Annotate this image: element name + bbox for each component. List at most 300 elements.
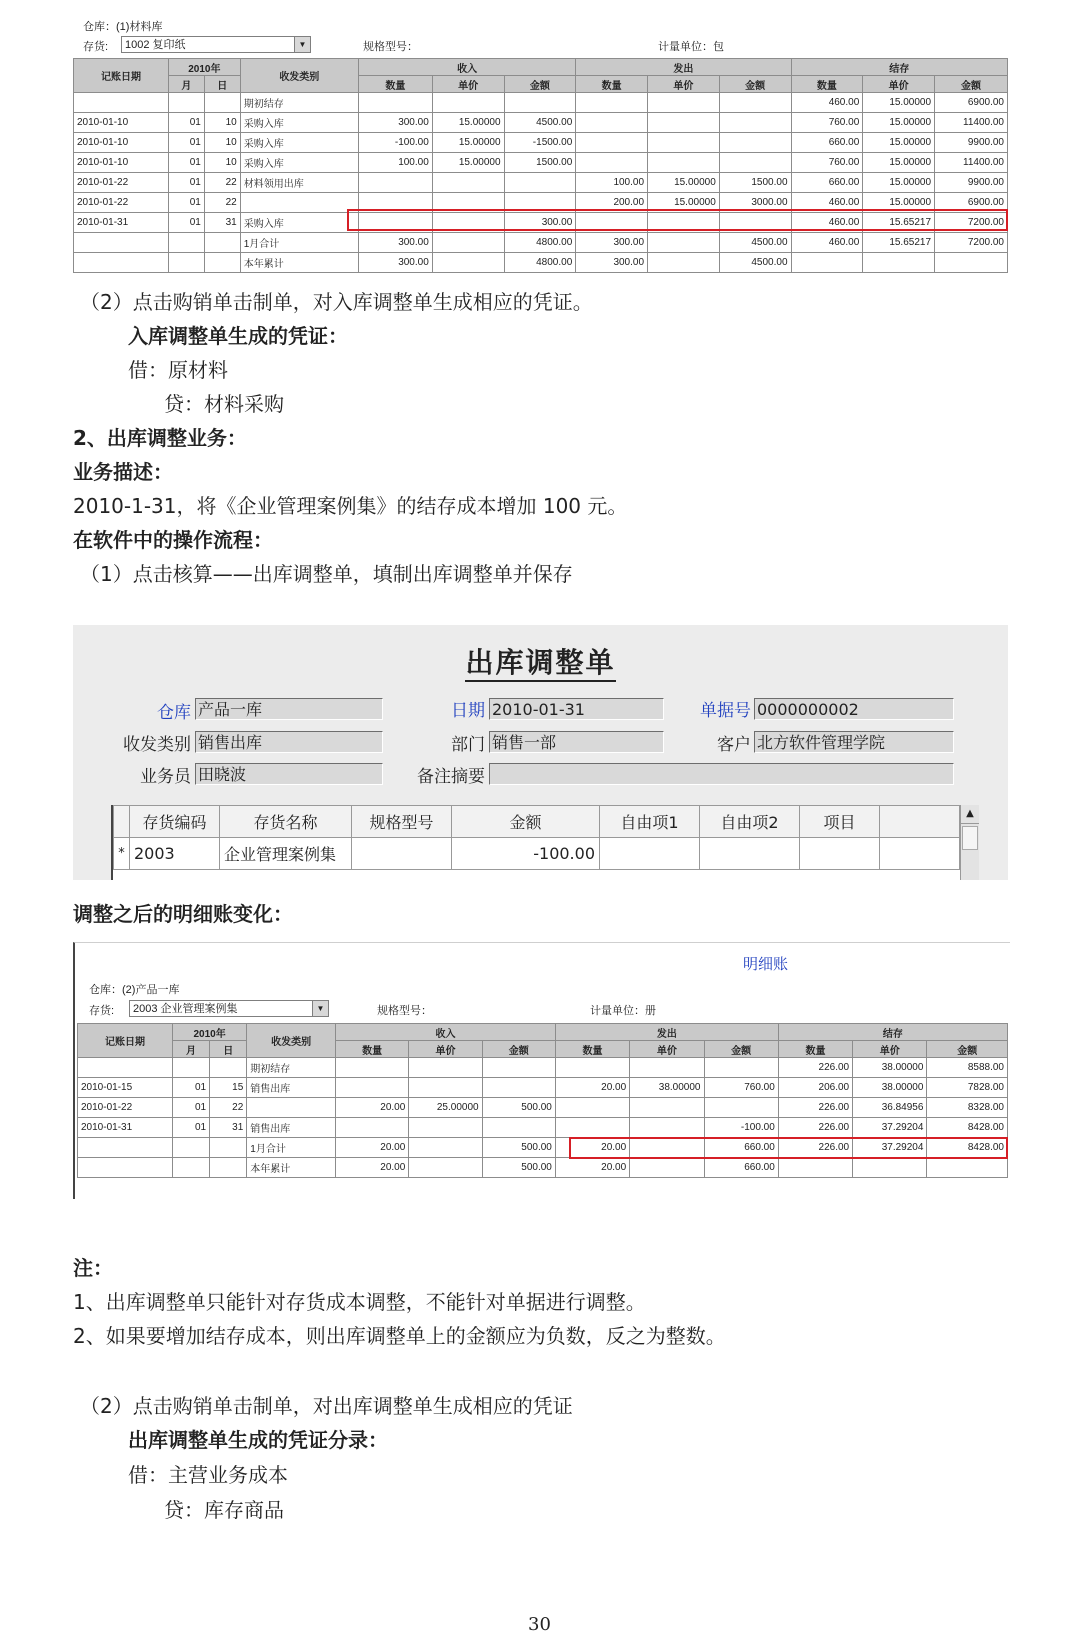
cell-in-q: 20.00 bbox=[336, 1098, 409, 1118]
grid-scrollbar[interactable] bbox=[960, 805, 979, 880]
col-price-header: 单价 bbox=[853, 1041, 927, 1058]
cell-b-p: 37.29204 bbox=[853, 1118, 927, 1138]
section-2-heading: 2、出库调整业务： bbox=[73, 426, 247, 450]
cell-b-q: 660.00 bbox=[791, 133, 863, 153]
unit-label: 计量单位： bbox=[590, 1005, 645, 1017]
chevron-down-icon[interactable]: ▼ bbox=[312, 1001, 328, 1016]
cell-date bbox=[74, 233, 169, 253]
cell-type: 期初结存 bbox=[247, 1058, 336, 1078]
col-month-header: 月 bbox=[168, 76, 204, 93]
voucher-out-credit: 贷：库存商品 bbox=[164, 1498, 284, 1522]
cell-type: 采购入库 bbox=[240, 153, 358, 173]
cell-out-p bbox=[648, 153, 720, 173]
cell-in-p bbox=[409, 1058, 482, 1078]
cell-b-q: 760.00 bbox=[791, 153, 863, 173]
cell-m bbox=[172, 1058, 209, 1078]
cell-d: 22 bbox=[204, 173, 240, 193]
cell-out-a bbox=[719, 153, 791, 173]
cell-out-q bbox=[555, 1098, 629, 1118]
cell-b-a bbox=[935, 253, 1008, 273]
col-type-header: 收发类别 bbox=[247, 1024, 336, 1058]
ledger-row[interactable] bbox=[74, 213, 1008, 233]
cell-b-p: 38.00000 bbox=[853, 1078, 927, 1098]
date-field[interactable]: 2010-01-31 bbox=[489, 698, 664, 720]
cell-out-q: 20.00 bbox=[555, 1078, 629, 1098]
memo-field[interactable] bbox=[489, 763, 954, 785]
dept-label: 部门 bbox=[451, 735, 485, 755]
warehouse-field[interactable]: 产品一库 bbox=[195, 698, 383, 720]
cell-in-p: 15.00000 bbox=[432, 153, 504, 173]
cell-out-a: 760.00 bbox=[704, 1078, 778, 1098]
cell-type bbox=[247, 1098, 336, 1118]
cell-b-a: 11400.00 bbox=[935, 153, 1008, 173]
col-in-header: 收入 bbox=[358, 59, 575, 76]
cell-b-a: 6900.00 bbox=[935, 193, 1008, 213]
cell-out-q bbox=[576, 93, 648, 113]
cell-out-a: 4500.00 bbox=[719, 253, 791, 273]
cell-out-p: 15.00000 bbox=[648, 173, 720, 193]
cell-in-a: 4500.00 bbox=[504, 113, 576, 133]
cell-m bbox=[172, 1138, 209, 1158]
col-qty-header: 数量 bbox=[336, 1041, 409, 1058]
cell-d bbox=[204, 93, 240, 113]
warehouse-label: 仓库： bbox=[83, 21, 116, 33]
cell-b-a: 11400.00 bbox=[935, 113, 1008, 133]
item-label: 存货: bbox=[89, 1005, 115, 1017]
cell-m: 01 bbox=[172, 1098, 209, 1118]
ledger-row[interactable] bbox=[74, 233, 1008, 253]
ledger-row[interactable] bbox=[78, 1158, 1008, 1178]
voucher-in-credit: 贷：材料采购 bbox=[164, 392, 284, 416]
cell-in-a bbox=[504, 193, 576, 213]
cell-b-q: 226.00 bbox=[778, 1098, 852, 1118]
cell-in-p: 25.00000 bbox=[409, 1098, 482, 1118]
voucher-in-debit: 借：原材料 bbox=[128, 358, 228, 382]
cell-in-a: -1500.00 bbox=[504, 133, 576, 153]
ledger1-warehouse bbox=[83, 18, 162, 34]
cell-in-q bbox=[336, 1118, 409, 1138]
memo-label: 备注摘要 bbox=[417, 767, 485, 787]
cell-out-p bbox=[630, 1058, 704, 1078]
cell-b-q: 226.00 bbox=[778, 1058, 852, 1078]
docno-field[interactable]: 0000000002 bbox=[754, 698, 954, 720]
cell-in-a bbox=[504, 173, 576, 193]
cell-in-a bbox=[482, 1058, 555, 1078]
cell-date bbox=[78, 1138, 173, 1158]
cell-in-a: 1500.00 bbox=[504, 153, 576, 173]
item-select[interactable] bbox=[121, 36, 311, 53]
ledger-row[interactable] bbox=[78, 1058, 1008, 1078]
cell-m: 01 bbox=[168, 113, 204, 133]
col-amount-header: 金额 bbox=[719, 76, 791, 93]
outbound-adjust-form bbox=[73, 625, 1008, 880]
cell-out-q: 300.00 bbox=[576, 233, 648, 253]
ledger1-unit bbox=[658, 38, 724, 54]
col-price-header: 单价 bbox=[648, 76, 720, 93]
col-qty-header: 数量 bbox=[358, 76, 432, 93]
ledger2-unit bbox=[590, 1002, 656, 1018]
col-type-header: 收发类别 bbox=[240, 59, 358, 93]
cell-out-a: -100.00 bbox=[704, 1118, 778, 1138]
cell-b-q: 226.00 bbox=[778, 1118, 852, 1138]
cell-date: 2010-01-10 bbox=[74, 133, 169, 153]
grid-header-code[interactable]: 存货编码 bbox=[130, 806, 220, 838]
clerk-field[interactable]: 田晓波 bbox=[195, 763, 383, 785]
cell-out-a bbox=[719, 213, 791, 233]
cell-in-q: 100.00 bbox=[358, 153, 432, 173]
cell-b-q bbox=[778, 1158, 852, 1178]
col-day-header: 日 bbox=[204, 76, 240, 93]
cell-out-q bbox=[555, 1118, 629, 1138]
cell-amount[interactable]: -100.00 bbox=[452, 838, 600, 870]
ledger2-warehouse bbox=[89, 981, 179, 997]
cell-out-a: 3000.00 bbox=[719, 193, 791, 213]
cell-type: 采购入库 bbox=[240, 133, 358, 153]
col-out-header: 发出 bbox=[576, 59, 791, 76]
cell-type: 本年累计 bbox=[240, 253, 358, 273]
ledger-row[interactable] bbox=[74, 193, 1008, 213]
cell-in-p bbox=[432, 193, 504, 213]
col-amount-header: 金额 bbox=[704, 1041, 778, 1058]
ledger2-title: 明细账 bbox=[743, 956, 789, 973]
cell-in-q: 300.00 bbox=[358, 253, 432, 273]
ledger1-table bbox=[73, 58, 1008, 273]
item-select-value: 1002 复印纸 bbox=[125, 39, 186, 51]
item-grid bbox=[111, 805, 979, 880]
cell-out-p bbox=[630, 1098, 704, 1118]
cell-in-p bbox=[432, 173, 504, 193]
cell-b-a: 9900.00 bbox=[935, 173, 1008, 193]
cell-date bbox=[74, 253, 169, 273]
cell-out-q bbox=[576, 133, 648, 153]
grid-header-name[interactable]: 存货名称 bbox=[220, 806, 352, 838]
cell-out-a: 4500.00 bbox=[719, 233, 791, 253]
cell-b-p bbox=[863, 253, 935, 273]
cell-in-p bbox=[409, 1118, 482, 1138]
cell-b-q: 460.00 bbox=[791, 93, 863, 113]
cell-type: 本年累计 bbox=[247, 1158, 336, 1178]
cell-code[interactable]: 2003 bbox=[130, 838, 220, 870]
cell-out-q: 100.00 bbox=[576, 173, 648, 193]
cell-b-p: 15.00000 bbox=[863, 93, 935, 113]
cell-b-a: 7200.00 bbox=[935, 233, 1008, 253]
cell-date: 2010-01-22 bbox=[78, 1098, 173, 1118]
cell-b-q: 660.00 bbox=[791, 173, 863, 193]
cell-in-a: 4800.00 bbox=[504, 253, 576, 273]
col-amount-header: 金额 bbox=[935, 76, 1008, 93]
cell-b-a: 8588.00 bbox=[927, 1058, 1008, 1078]
col-day-header: 日 bbox=[210, 1041, 247, 1058]
clerk-label: 业务员 bbox=[140, 767, 191, 787]
cell-in-a: 500.00 bbox=[482, 1158, 555, 1178]
cell-project[interactable] bbox=[800, 838, 880, 870]
cell-in-q: 20.00 bbox=[336, 1158, 409, 1178]
cell-b-a: 7200.00 bbox=[935, 213, 1008, 233]
cell-d: 10 bbox=[204, 133, 240, 153]
cell-out-q bbox=[555, 1058, 629, 1078]
note-title: 注： bbox=[73, 1256, 113, 1280]
col-amount-header: 金额 bbox=[927, 1041, 1008, 1058]
col-in-header: 收入 bbox=[336, 1024, 556, 1041]
cell-in-q bbox=[336, 1058, 409, 1078]
cell-date: 2010-01-31 bbox=[78, 1118, 173, 1138]
type-field[interactable]: 销售出库 bbox=[195, 731, 383, 753]
cell-out-p bbox=[648, 213, 720, 233]
col-price-header: 单价 bbox=[432, 76, 504, 93]
ledger-row[interactable] bbox=[78, 1118, 1008, 1138]
ledger-row[interactable] bbox=[78, 1138, 1008, 1158]
page-number: 30 bbox=[528, 1614, 551, 1635]
cell-in-q bbox=[358, 173, 432, 193]
warehouse-value: (2)产品一库 bbox=[122, 984, 180, 996]
cell-b-q: 206.00 bbox=[778, 1078, 852, 1098]
col-balance-header: 结存 bbox=[791, 59, 1007, 76]
cell-d bbox=[204, 233, 240, 253]
cell-out-q: 20.00 bbox=[555, 1138, 629, 1158]
cell-date: 2010-01-22 bbox=[74, 173, 169, 193]
col-balance-header: 结存 bbox=[778, 1024, 1007, 1041]
cell-type: 期初结存 bbox=[240, 93, 358, 113]
cell-out-p: 15.00000 bbox=[648, 193, 720, 213]
cell-b-q: 226.00 bbox=[778, 1138, 852, 1158]
cell-in-a bbox=[504, 93, 576, 113]
col-qty-header: 数量 bbox=[791, 76, 863, 93]
cell-b-q: 460.00 bbox=[791, 193, 863, 213]
cell-b-a: 6900.00 bbox=[935, 93, 1008, 113]
ledger-product-screenshot bbox=[73, 942, 1010, 1199]
cell-out-a bbox=[719, 113, 791, 133]
cell-in-a bbox=[482, 1078, 555, 1098]
col-price-header: 单价 bbox=[409, 1041, 482, 1058]
cell-m: 01 bbox=[168, 173, 204, 193]
step-2-voucher-in: （2）点击购销单击制单，对入库调整单生成相应的凭证。 bbox=[80, 290, 593, 314]
cell-out-p: 38.00000 bbox=[630, 1078, 704, 1098]
cell-in-a: 500.00 bbox=[482, 1138, 555, 1158]
warehouse-label: 仓库 bbox=[157, 703, 191, 723]
cell-date: 2010-01-22 bbox=[74, 193, 169, 213]
cell-in-p bbox=[432, 93, 504, 113]
ledger-row[interactable] bbox=[78, 1078, 1008, 1098]
cell-out-q: 200.00 bbox=[576, 193, 648, 213]
cell-type: 销售出库 bbox=[247, 1118, 336, 1138]
item-select-value: 2003 企业管理案例集 bbox=[133, 1003, 238, 1015]
cell-b-a bbox=[927, 1158, 1008, 1178]
cell-in-q: 300.00 bbox=[358, 233, 432, 253]
cell-b-a: 7828.00 bbox=[927, 1078, 1008, 1098]
voucher-out-debit: 借：主营业务成本 bbox=[128, 1463, 288, 1487]
col-qty-header: 数量 bbox=[778, 1041, 852, 1058]
ledger-row[interactable] bbox=[74, 153, 1008, 173]
cell-out-q: 300.00 bbox=[576, 253, 648, 273]
item-select[interactable] bbox=[129, 1000, 329, 1017]
unit-value: 包 bbox=[713, 41, 724, 53]
voucher-in-title: 入库调整单生成的凭证： bbox=[128, 324, 348, 348]
cell-b-p: 15.00000 bbox=[863, 133, 935, 153]
spec-label: 规格型号： bbox=[363, 41, 418, 53]
cell-out-p bbox=[648, 253, 720, 273]
scroll-thumb[interactable] bbox=[962, 826, 978, 850]
form-title bbox=[73, 641, 1008, 681]
ledger-material-screenshot bbox=[73, 16, 1008, 288]
cell-in-q bbox=[358, 193, 432, 213]
ledger-row[interactable] bbox=[74, 93, 1008, 113]
cell-in-p: 15.00000 bbox=[432, 113, 504, 133]
col-date-header: 记账日期 bbox=[78, 1024, 173, 1058]
cell-date: 2010-01-15 bbox=[78, 1078, 173, 1098]
cell-out-p bbox=[648, 233, 720, 253]
warehouse-value: (1)材料库 bbox=[116, 21, 163, 33]
type-label: 收发类别 bbox=[123, 735, 191, 755]
dept-field[interactable]: 销售一部 bbox=[489, 731, 664, 753]
desc-body: 2010-1-31，将《企业管理案例集》的结存成本增加 100 元。 bbox=[73, 494, 628, 518]
cell-m: 01 bbox=[168, 153, 204, 173]
cell-in-p bbox=[409, 1078, 482, 1098]
cell-out-a: 660.00 bbox=[704, 1138, 778, 1158]
ledger-row[interactable] bbox=[74, 173, 1008, 193]
cell-b-p: 15.00000 bbox=[863, 113, 935, 133]
cell-type: 材料领用出库 bbox=[240, 173, 358, 193]
note-2: 2、如果要增加结存成本，则出库调整单上的金额应为负数，反之为整数。 bbox=[73, 1324, 726, 1348]
cell-b-q: 460.00 bbox=[791, 213, 863, 233]
cell-d: 10 bbox=[204, 113, 240, 133]
note-1: 1、出库调整单只能针对存货成本调整，不能针对单据进行调整。 bbox=[73, 1290, 646, 1314]
cell-date bbox=[78, 1158, 173, 1178]
cell-b-a: 9900.00 bbox=[935, 133, 1008, 153]
grid-header-spec[interactable]: 规格型号 bbox=[352, 806, 452, 838]
cell-in-p: 15.00000 bbox=[432, 133, 504, 153]
cell-date bbox=[74, 93, 169, 113]
col-qty-header: 数量 bbox=[555, 1041, 629, 1058]
cell-out-p bbox=[630, 1158, 704, 1178]
col-amount-header: 金额 bbox=[482, 1041, 555, 1058]
col-month-header: 月 bbox=[172, 1041, 209, 1058]
cell-b-q bbox=[791, 253, 863, 273]
chevron-down-icon[interactable]: ▼ bbox=[294, 37, 310, 52]
grid-header-free1[interactable]: 自由项1 bbox=[600, 806, 700, 838]
cell-out-p bbox=[648, 113, 720, 133]
desc-title: 业务描述： bbox=[73, 460, 173, 484]
row-marker: * bbox=[114, 838, 130, 870]
cell-out-a bbox=[719, 133, 791, 153]
col-price-header: 单价 bbox=[863, 76, 935, 93]
cell-d: 22 bbox=[210, 1098, 247, 1118]
cell-in-q: 20.00 bbox=[336, 1138, 409, 1158]
cell-out-a: 660.00 bbox=[704, 1158, 778, 1178]
cell-out-p bbox=[648, 133, 720, 153]
col-year-header: 2010年 bbox=[168, 59, 240, 76]
grid-header-free2[interactable]: 自由项2 bbox=[700, 806, 800, 838]
cell-in-p bbox=[409, 1138, 482, 1158]
cell-free1[interactable] bbox=[600, 838, 700, 870]
unit-label: 计量单位： bbox=[658, 41, 713, 53]
scroll-up-icon[interactable]: ▲ bbox=[961, 805, 979, 824]
cell-in-a: 4800.00 bbox=[504, 233, 576, 253]
cell-date bbox=[78, 1058, 173, 1078]
cell-in-a bbox=[482, 1118, 555, 1138]
cell-b-a: 8328.00 bbox=[927, 1098, 1008, 1118]
cell-in-q bbox=[358, 213, 432, 233]
cell-free2[interactable] bbox=[700, 838, 800, 870]
grid-header-amount[interactable]: 金额 bbox=[452, 806, 600, 838]
cell-b-p: 36.84956 bbox=[853, 1098, 927, 1118]
cell-b-p: 15.00000 bbox=[863, 173, 935, 193]
cell-d bbox=[210, 1138, 247, 1158]
cell-out-q: 20.00 bbox=[555, 1158, 629, 1178]
cell-b-q: 760.00 bbox=[791, 113, 863, 133]
cell-m bbox=[168, 93, 204, 113]
cell-b-p bbox=[853, 1158, 927, 1178]
cell-m bbox=[172, 1158, 209, 1178]
cell-out-p bbox=[630, 1138, 704, 1158]
ledger-row[interactable] bbox=[74, 133, 1008, 153]
ledger-row[interactable] bbox=[74, 113, 1008, 133]
date-label: 日期 bbox=[451, 701, 485, 721]
cell-in-p bbox=[409, 1158, 482, 1178]
grid-row[interactable] bbox=[114, 838, 960, 870]
cell-out-q bbox=[576, 213, 648, 233]
cell-spec[interactable] bbox=[352, 838, 452, 870]
cell-out-p bbox=[648, 93, 720, 113]
cell-out-a bbox=[719, 93, 791, 113]
cell-in-q bbox=[336, 1078, 409, 1098]
cell-out-a: 1500.00 bbox=[719, 173, 791, 193]
cell-type: 1月合计 bbox=[247, 1138, 336, 1158]
cell-type: 采购入库 bbox=[240, 113, 358, 133]
col-out-header: 发出 bbox=[555, 1024, 778, 1041]
cell-d: 31 bbox=[210, 1118, 247, 1138]
cell-d: 31 bbox=[204, 213, 240, 233]
cell-out-q bbox=[576, 153, 648, 173]
unit-value: 册 bbox=[645, 1005, 656, 1017]
docno-label: 单据号 bbox=[700, 701, 751, 721]
cell-d: 10 bbox=[204, 153, 240, 173]
cell-m bbox=[168, 253, 204, 273]
cell-out-p bbox=[630, 1118, 704, 1138]
cell-name[interactable]: 企业管理案例集 bbox=[220, 838, 352, 870]
cell-in-q: 300.00 bbox=[358, 113, 432, 133]
cell-d: 15 bbox=[210, 1078, 247, 1098]
cell-in-a: 500.00 bbox=[482, 1098, 555, 1118]
cell-m: 01 bbox=[168, 133, 204, 153]
grid-header-project[interactable]: 项目 bbox=[800, 806, 880, 838]
col-price-header: 单价 bbox=[630, 1041, 704, 1058]
cell-in-p bbox=[432, 253, 504, 273]
cell-m bbox=[168, 233, 204, 253]
col-qty-header: 数量 bbox=[576, 76, 648, 93]
cell-blank bbox=[880, 838, 960, 870]
cell-d bbox=[210, 1158, 247, 1178]
cell-in-a: 300.00 bbox=[504, 213, 576, 233]
cell-b-a: 8428.00 bbox=[927, 1138, 1008, 1158]
cell-type: 采购入库 bbox=[240, 213, 358, 233]
step-1: （1）点击核算——出库调整单，填制出库调整单并保存 bbox=[80, 562, 573, 586]
cell-in-p bbox=[432, 233, 504, 253]
cell-b-a: 8428.00 bbox=[927, 1118, 1008, 1138]
item-label: 存货: bbox=[83, 41, 109, 53]
flow-title: 在软件中的操作流程： bbox=[73, 528, 273, 552]
customer-field[interactable]: 北方软件管理学院 bbox=[754, 731, 954, 753]
grid-corner bbox=[114, 806, 130, 838]
ledger-row[interactable] bbox=[78, 1098, 1008, 1118]
col-date-header: 记账日期 bbox=[74, 59, 169, 93]
cell-m: 01 bbox=[168, 213, 204, 233]
cell-date: 2010-01-31 bbox=[74, 213, 169, 233]
cell-date: 2010-01-10 bbox=[74, 153, 169, 173]
cell-b-p: 38.00000 bbox=[853, 1058, 927, 1078]
spec-label: 规格型号： bbox=[377, 1005, 432, 1017]
ledger-row[interactable] bbox=[74, 253, 1008, 273]
col-amount-header: 金额 bbox=[504, 76, 576, 93]
